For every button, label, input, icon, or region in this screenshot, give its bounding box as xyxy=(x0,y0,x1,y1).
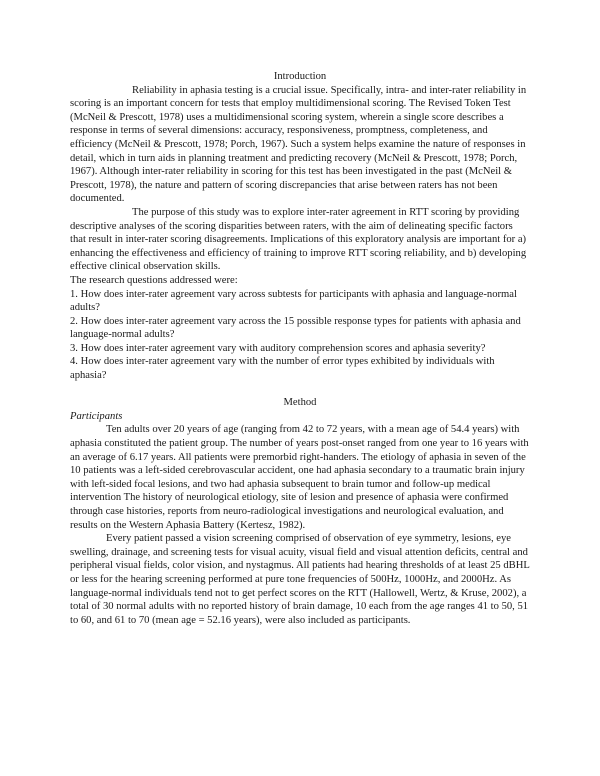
method-paragraph-2: Every patient passed a vision screening comprised of observation of eye symmetry, lesions, eye swelling, drainage, and screening tests for visual acuity, visual field and visual attention deficits, central and peripheral visual fields, color vision, and nystagmus. All patients had hearing thresholds of at least 25 dBHL or less for the hearing screening performed at pure tone frequencies of 500Hz, 1000Hz, and 2000Hz. As language-normal individuals tend not to get perfect scores on the RTT (Hallowell, Wertz, & Kruse, 2002), a total of 30 normal adults with no reported history of brain damage, 10 each from the age ranges 41 to 50, 51 to 60, and 61 to 70 (mean age = 52.16 years), were also included as participants. xyxy=(70,533,530,626)
research-questions-list xyxy=(70,288,530,383)
research-question: 4. How does inter-rater agreement vary with the number of error types exhibited by individuals with aphasia? xyxy=(70,356,495,382)
method-paragraph-1: Ten adults over 20 years of age (ranging from 42 to 72 years, with a mean age of 54.4 years) with aphasia constituted the patient group. The number of years post-onset ranged from one year to 16 years with an average of 6.17 years. All patients were premorbid right-handers. The etiology of aphasia in seven of the 10 patients was a left-sided cerebrovascular accident, one had aphasia secondary to a traumatic brain injury with left-sided focal lesions, and two had aphasia subsequent to brain tumor and follow-up medical intervention The history of neurological etiology, site of lesion and presence of aphasia were confirmed through case histories, reports from neuro-radiological investigations and neurological evaluation, and results on the Western Aphasia Battery (Kertesz, 1982). xyxy=(70,424,529,531)
research-question: 3. How does inter-rater agreement vary with auditory comprehension scores and aphasia severity? xyxy=(70,342,486,354)
research-question: 2. How does inter-rater agreement vary across the 15 possible response types for patients with aphasia and language-normal adults? xyxy=(70,315,521,341)
research-question: 1. How does inter-rater agreement vary across subtests for participants with aphasia and language-normal adults? xyxy=(70,288,517,314)
intro-paragraph-2: The purpose of this study was to explore inter-rater agreement in RTT scoring by providing descriptive analyses of the scoring disparities between raters, with the aim of delineating specific factors that result in inter-rater scoring disagreements. Implications of this exploratory analysis are important for a) enhancing the effectiveness and efficiency of training to improve RTT scoring reliability, and b) developing effective clinical observation skills. xyxy=(70,206,527,273)
introduction-heading: Introduction xyxy=(273,71,327,82)
document-page xyxy=(70,70,530,627)
research-questions-lead: The research questions addressed were: xyxy=(70,274,238,286)
method-heading: Method xyxy=(283,397,317,409)
intro-paragraph-1: Reliability in aphasia testing is a crucial issue. Specifically, intra- and inter-rater reliability in scoring is an important concern for tests that employ multidimensional scoring. The Revised Token Test (McNeil & Prescott, 1978) uses a multidimensional scoring system, wherein a single score describes a response in terms of several dimensions: accuracy, responsiveness, promptness, completeness, and efficiency (McNeil & Prescott, 1978; Porch, 1967). Such a system helps examine the nature of responses in detail, which in turn aids in planning treatment and predicting recovery (McNeil & Prescott, 1978; Porch, 1967). Although inter-rater reliability in scoring for this test has been investigated in the past (McNeil & Prescott, 1978), the nature and pattern of scoring discrepancies that arise between raters has not been documented. xyxy=(70,84,527,205)
section-gap xyxy=(70,383,530,397)
participants-subheading: Participants xyxy=(70,410,123,422)
